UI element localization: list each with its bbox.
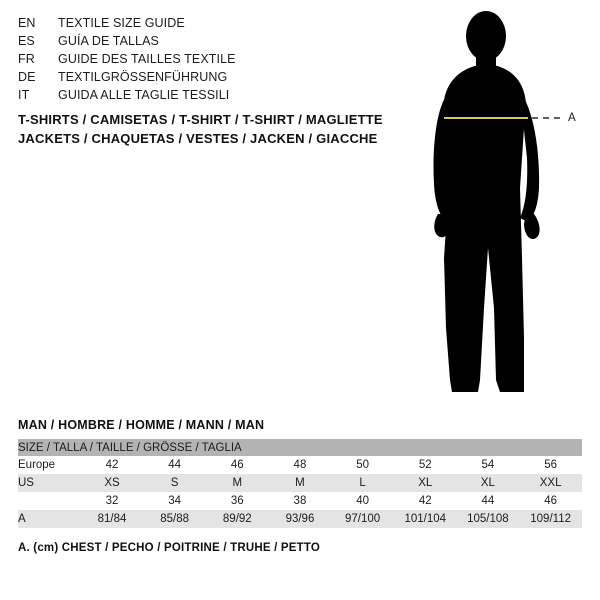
table-row	[18, 510, 582, 528]
size-table	[18, 439, 582, 528]
table-header-label: SIZE / TALLA / TAILLE / GRÖSSE / TAGLIA	[18, 439, 582, 456]
language-row	[18, 16, 398, 34]
table-cell: 109/112	[519, 510, 582, 528]
garment-category-tshirts: T-SHIRTS / CAMISETAS / T-SHIRT / T-SHIRT / MAGLIETTE	[18, 112, 383, 127]
table-cell: 38	[269, 492, 332, 510]
language-text: GUIDA ALLE TAGLIE TESSILI	[58, 88, 230, 102]
table-cell: XL	[457, 474, 520, 492]
language-text: GUÍA DE TALLAS	[58, 34, 159, 48]
table-cell: M	[269, 474, 332, 492]
body-silhouette-icon	[400, 8, 600, 408]
table-cell: 48	[269, 456, 332, 474]
table-cell: XL	[394, 474, 457, 492]
row-label: US	[18, 474, 81, 492]
table-cell: XS	[81, 474, 144, 492]
table-cell: 36	[206, 492, 269, 510]
language-code: IT	[18, 88, 30, 102]
table-cell: 56	[519, 456, 582, 474]
language-code: FR	[18, 52, 35, 66]
table-cell: M	[206, 474, 269, 492]
language-code: DE	[18, 70, 36, 84]
table-row	[18, 492, 582, 510]
table-cell: 42	[394, 492, 457, 510]
language-row	[18, 70, 398, 88]
table-cell: 85/88	[143, 510, 206, 528]
table-cell: 44	[143, 456, 206, 474]
table-row	[18, 474, 582, 492]
table-cell: 42	[81, 456, 144, 474]
language-code: EN	[18, 16, 36, 30]
table-cell: 34	[143, 492, 206, 510]
table-cell: 40	[331, 492, 394, 510]
table-cell: 97/100	[331, 510, 394, 528]
table-cell: 101/104	[394, 510, 457, 528]
language-text: GUIDE DES TAILLES TEXTILE	[58, 52, 236, 66]
table-cell: L	[331, 474, 394, 492]
row-label	[18, 492, 81, 510]
garment-category-jackets: JACKETS / CHAQUETAS / VESTES / JACKEN / GIACCHE	[18, 131, 378, 146]
table-header-row	[18, 439, 582, 456]
table-row	[18, 456, 582, 474]
language-code: ES	[18, 34, 35, 48]
row-label: Europe	[18, 456, 81, 474]
table-cell: 93/96	[269, 510, 332, 528]
mannequin-figure	[400, 8, 600, 408]
language-text: TEXTILE SIZE GUIDE	[58, 16, 185, 30]
table-cell: 54	[457, 456, 520, 474]
table-cell: 32	[81, 492, 144, 510]
language-row	[18, 88, 398, 106]
size-table-section	[18, 418, 582, 554]
table-cell: S	[143, 474, 206, 492]
table-cell: 89/92	[206, 510, 269, 528]
language-row	[18, 34, 398, 52]
table-cell: 44	[457, 492, 520, 510]
table-footnote: A. (cm) CHEST / PECHO / POITRINE / TRUHE / PETTO	[18, 542, 321, 554]
language-list	[18, 16, 398, 106]
row-label: A	[18, 510, 81, 528]
measurement-callout-a: A	[568, 112, 576, 124]
table-cell: 52	[394, 456, 457, 474]
table-cell: 105/108	[457, 510, 520, 528]
language-row	[18, 52, 398, 70]
table-cell: XXL	[519, 474, 582, 492]
table-cell: 46	[206, 456, 269, 474]
table-cell: 50	[331, 456, 394, 474]
table-cell: 81/84	[81, 510, 144, 528]
table-title: MAN / HOMBRE / HOMME / MANN / MAN	[18, 418, 265, 432]
table-cell: 46	[519, 492, 582, 510]
garment-category-list	[18, 110, 418, 148]
language-text: TEXTILGRÖSSENFÜHRUNG	[58, 70, 228, 84]
